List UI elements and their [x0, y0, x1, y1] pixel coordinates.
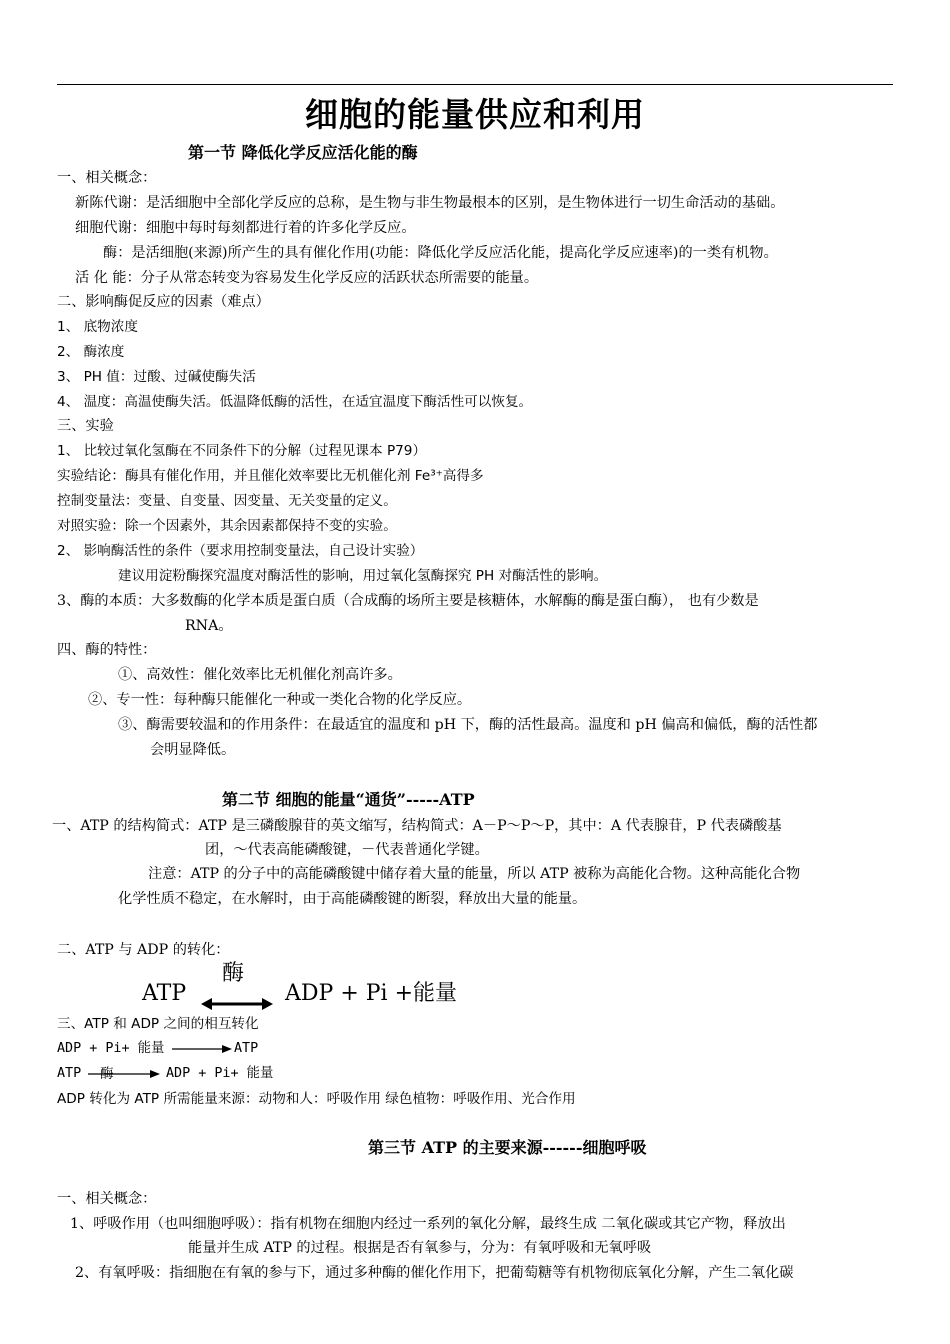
list-item: 3、 PH 值：过酸、过碱使酶失活 [57, 369, 256, 385]
text-line: 一、ATP 的结构简式：ATP 是三磷酸腺苷的英文缩写，结构简式：A－P～P～P，其中：A 代表腺苷，P 代表磷酸基 [52, 818, 782, 834]
reaction-right: ADP + Pi+ 能量 [166, 1066, 274, 1081]
mutual-conversion-heading: 三、ATP 和 ADP 之间的相互转化 [57, 1016, 259, 1032]
text-line: 2、 影响酶活性的条件（要求用控制变量法，自己设计实验） [57, 543, 424, 559]
section-3-heading: 第三节 ATP 的主要来源------细胞呼吸 [368, 1138, 647, 1157]
section-2-heading: 第二节 细胞的能量“通货”-----ATP [222, 790, 475, 809]
text-line: 2、有氧呼吸：指细胞在有氧的参与下，通过多种酶的催化作用下，把葡萄糖等有机物彻底氧化分解，产生二氧化碳 [75, 1265, 794, 1281]
text-line: 化学性质不稳定，在水解时，由于高能磷酸键的断裂，释放出大量的能量。 [118, 891, 587, 907]
text-line: 酶：是活细胞(来源)所产生的具有催化作用(功能：降低化学反应活化能，提高化学反应速率)的一类有机物。 [103, 245, 778, 261]
list-item: 4、 温度：高温使酶失活。低温降低酶的活性，在适宜温度下酶活性可以恢复。 [57, 394, 533, 410]
enzyme-label: 酶 [100, 1066, 114, 1082]
text-line: 能量并生成 ATP 的过程。根据是否有氧参与，分为：有氧呼吸和无氧呼吸 [188, 1240, 652, 1256]
text-line: 1、呼吸作用（也叫细胞呼吸）：指有机物在细胞内经过一系列的氧化分解，最终生成 二氧化碳或其它产物，释放出 [70, 1216, 786, 1232]
text-line: RNA。 [185, 618, 233, 634]
list-item: ③、酶需要较温和的作用条件：在最适宜的温度和 pH 下，酶的活性最高。温度和 pH 偏高和偏低，酶的活性都 [118, 717, 818, 733]
text-line: 3、酶的本质：大多数酶的化学本质是蛋白质（合成酶的场所主要是核糖体，水解酶的酶是蛋白酶）， 也有少数是 [57, 593, 759, 609]
section-1-heading: 第一节 降低化学反应活化能的酶 [188, 143, 418, 162]
document-title: 细胞的能量供应和利用 [305, 95, 645, 134]
double-arrow-icon [200, 994, 274, 1014]
equation-left: ATP [142, 981, 187, 1006]
header-rule [57, 84, 893, 85]
arrow-right-icon [172, 1042, 234, 1056]
text-line: 新陈代谢：是活细胞中全部化学反应的总称，是生物与非生物最根本的区别，是生物体进行一切生命活动的基础。 [75, 195, 785, 211]
reaction-right: ATP [234, 1041, 259, 1056]
properties-heading: 四、酶的特性： [57, 642, 157, 658]
concepts-heading: 一、相关概念： [57, 1191, 157, 1207]
text-line: 对照实验：除一个因素外，其余因素都保持不变的实验。 [57, 518, 397, 534]
text-line: 1、 比较过氧化氢酶在不同条件下的分解（过程见课本 P79） [57, 443, 427, 459]
text-line: 细胞代谢：细胞中每时每刻都进行着的许多化学反应。 [75, 220, 416, 236]
list-item: ①、高效性：催化效率比无机催化剂高许多。 [118, 667, 402, 683]
list-item: 2、 酶浓度 [57, 344, 125, 360]
experiment-heading: 三、实验 [57, 418, 114, 434]
text-line: 建议用淀粉酶探究温度对酶活性的影响，用过氧化氢酶探究 PH 对酶活性的影响。 [118, 568, 608, 584]
concepts-heading: 一、相关概念： [57, 170, 157, 186]
text-line: ADP 转化为 ATP 所需能量来源：动物和人：呼吸作用 绿色植物：呼吸作用、光合作用 [57, 1091, 576, 1107]
text-line: 活 化 能：分子从常态转变为容易发生化学反应的活跃状态所需要的能量。 [75, 270, 539, 286]
reaction-left: ATP [57, 1066, 82, 1081]
conversion-heading: 二、ATP 与 ADP 的转化： [57, 942, 230, 958]
text-line: 控制变量法：变量、自变量、因变量、无关变量的定义。 [57, 493, 397, 509]
text-line: 注意：ATP 的分子中的高能磷酸键中储存着大量的能量，所以 ATP 被称为高能化合物。这种高能化合物 [148, 866, 801, 882]
reaction-left: ADP + Pi+ 能量 [57, 1041, 165, 1056]
factors-heading: 二、影响酶促反应的因素（难点） [57, 294, 270, 310]
list-item: 1、 底物浓度 [57, 319, 138, 335]
enzyme-label: 酶 [222, 961, 245, 986]
text-line: 团，～代表高能磷酸键，－代表普通化学键。 [205, 842, 489, 858]
list-item: ②、专一性：每种酶只能催化一种或一类化合物的化学反应。 [88, 692, 472, 708]
equation-right: ADP + Pi +能量 [285, 981, 458, 1006]
text-line: 实验结论：酶具有催化作用，并且催化效率要比无机催化剂 Fe³⁺高得多 [57, 468, 484, 484]
text-line: 会明显降低。 [150, 742, 236, 758]
